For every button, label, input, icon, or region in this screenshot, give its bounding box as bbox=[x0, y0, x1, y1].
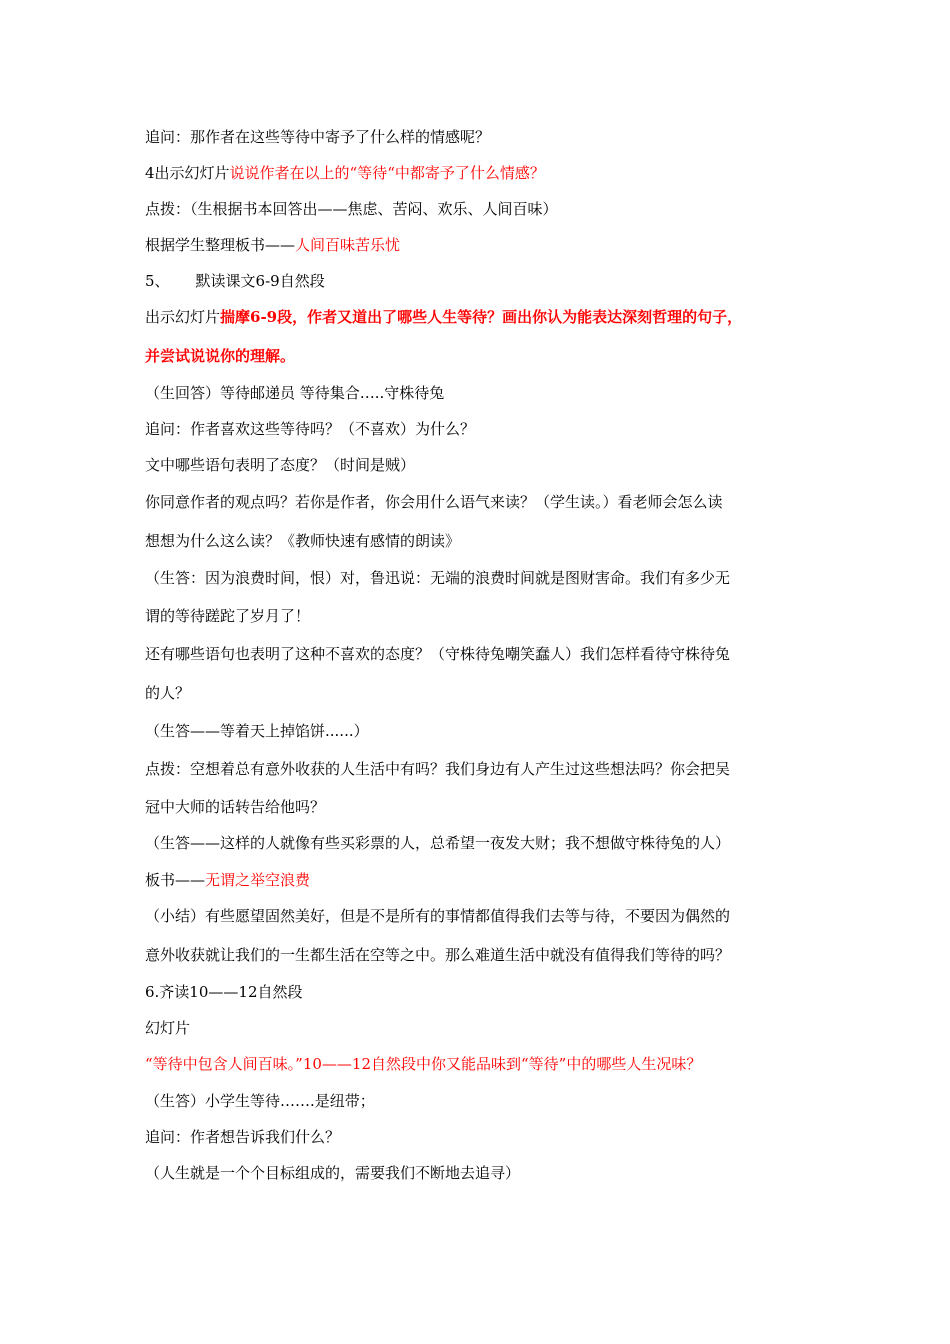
text-line bbox=[145, 235, 400, 255]
text-line bbox=[145, 870, 310, 890]
text-line: （生答——等着天上掉馅饼......） bbox=[145, 722, 369, 740]
highlighted-text: 揣摩6-9段，作者又道出了哪些人生等待？画出你认为能表达深刻哲理的句子， bbox=[220, 308, 743, 326]
text-line: 追问：作者喜欢这些等待吗？（不喜欢）为什么？ bbox=[145, 420, 476, 438]
text-segment: 根据学生整理板书—— bbox=[145, 236, 296, 254]
text-line: 追问：那作者在这些等待中寄予了什么样的情感呢？ bbox=[145, 128, 491, 146]
text-line: 还有哪些语句也表明了这种不喜欢的态度？（守株待兔嘲笑蠢人）我们怎样看待守株待兔 bbox=[145, 645, 731, 663]
text-line: 点拨：（生根据书本回答出——焦虑、苦闷、欢乐、人间百味） bbox=[145, 200, 558, 218]
highlighted-text: “等待中包含人间百味。”10——12自然段中你又能品味到“等待”中的哪些人生况味？ bbox=[145, 1055, 702, 1073]
text-line: （生答：因为浪费时间，恨）对，鲁迅说：无端的浪费时间就是图财害命。我们有多少无 bbox=[145, 569, 731, 587]
text-line: 追问：作者想告诉我们什么？ bbox=[145, 1128, 341, 1146]
highlighted-text: 说说作者在以上的“等待“中都寄予了什么情感？ bbox=[229, 164, 545, 182]
text-segment: 出示幻灯片 bbox=[145, 308, 221, 326]
text-line bbox=[145, 163, 545, 183]
text-line: 文中哪些语句表明了态度？（时间是贼） bbox=[145, 456, 416, 474]
text-line: 点拨：空想着总有意外收获的人生活中有吗？我们身边有人产生过这些想法吗？你会把吴 bbox=[145, 760, 731, 778]
text-line bbox=[145, 307, 742, 327]
text-line: （生答）小学生等待…….是纽带； bbox=[145, 1092, 375, 1110]
text-segment: 4出示幻灯片 bbox=[145, 164, 230, 182]
text-line: （生回答）等待邮递员 等待集合…..守株待兔 bbox=[145, 384, 445, 402]
highlighted-text: 无谓之举空浪费 bbox=[205, 871, 311, 889]
text-line: 6.齐读10——12自然段 bbox=[145, 983, 303, 1001]
highlighted-text: 并尝试说说你的理解。 bbox=[145, 347, 296, 365]
text-line: 你同意作者的观点吗？若你是作者，你会用什么语气来读？（学生读。）看老师会怎么读 bbox=[145, 493, 723, 511]
text-line: （生答——这样的人就像有些买彩票的人，总希望一夜发大财；我不想做守株待兔的人） bbox=[145, 834, 731, 852]
text-segment: 板书—— bbox=[145, 871, 206, 889]
text-line: （小结）有些愿望固然美好，但是不是所有的事情都值得我们去等与待，不要因为偶然的 bbox=[145, 907, 731, 925]
text-line: （人生就是一个个目标组成的，需要我们不断地去追寻） bbox=[145, 1164, 521, 1182]
text-line: 冠中大师的话转告给他吗？ bbox=[145, 798, 326, 816]
text-line: 的人？ bbox=[145, 684, 191, 702]
highlighted-text: 人间百味苦乐忧 bbox=[295, 236, 401, 254]
text-line: 幻灯片 bbox=[145, 1019, 191, 1037]
section-number: 5、 bbox=[145, 272, 170, 290]
text-segment: 默读课文6-9自然段 bbox=[195, 272, 325, 290]
text-line: 想想为什么这么读？《教师快速有感情的朗读》 bbox=[145, 532, 461, 550]
text-line: 意外收获就让我们的一生都生活在空等之中。那么难道生活中就没有值得我们等待的吗？ bbox=[145, 946, 731, 964]
text-line bbox=[145, 271, 325, 291]
text-line: 谓的等待蹉跎了岁月了！ bbox=[145, 607, 311, 625]
